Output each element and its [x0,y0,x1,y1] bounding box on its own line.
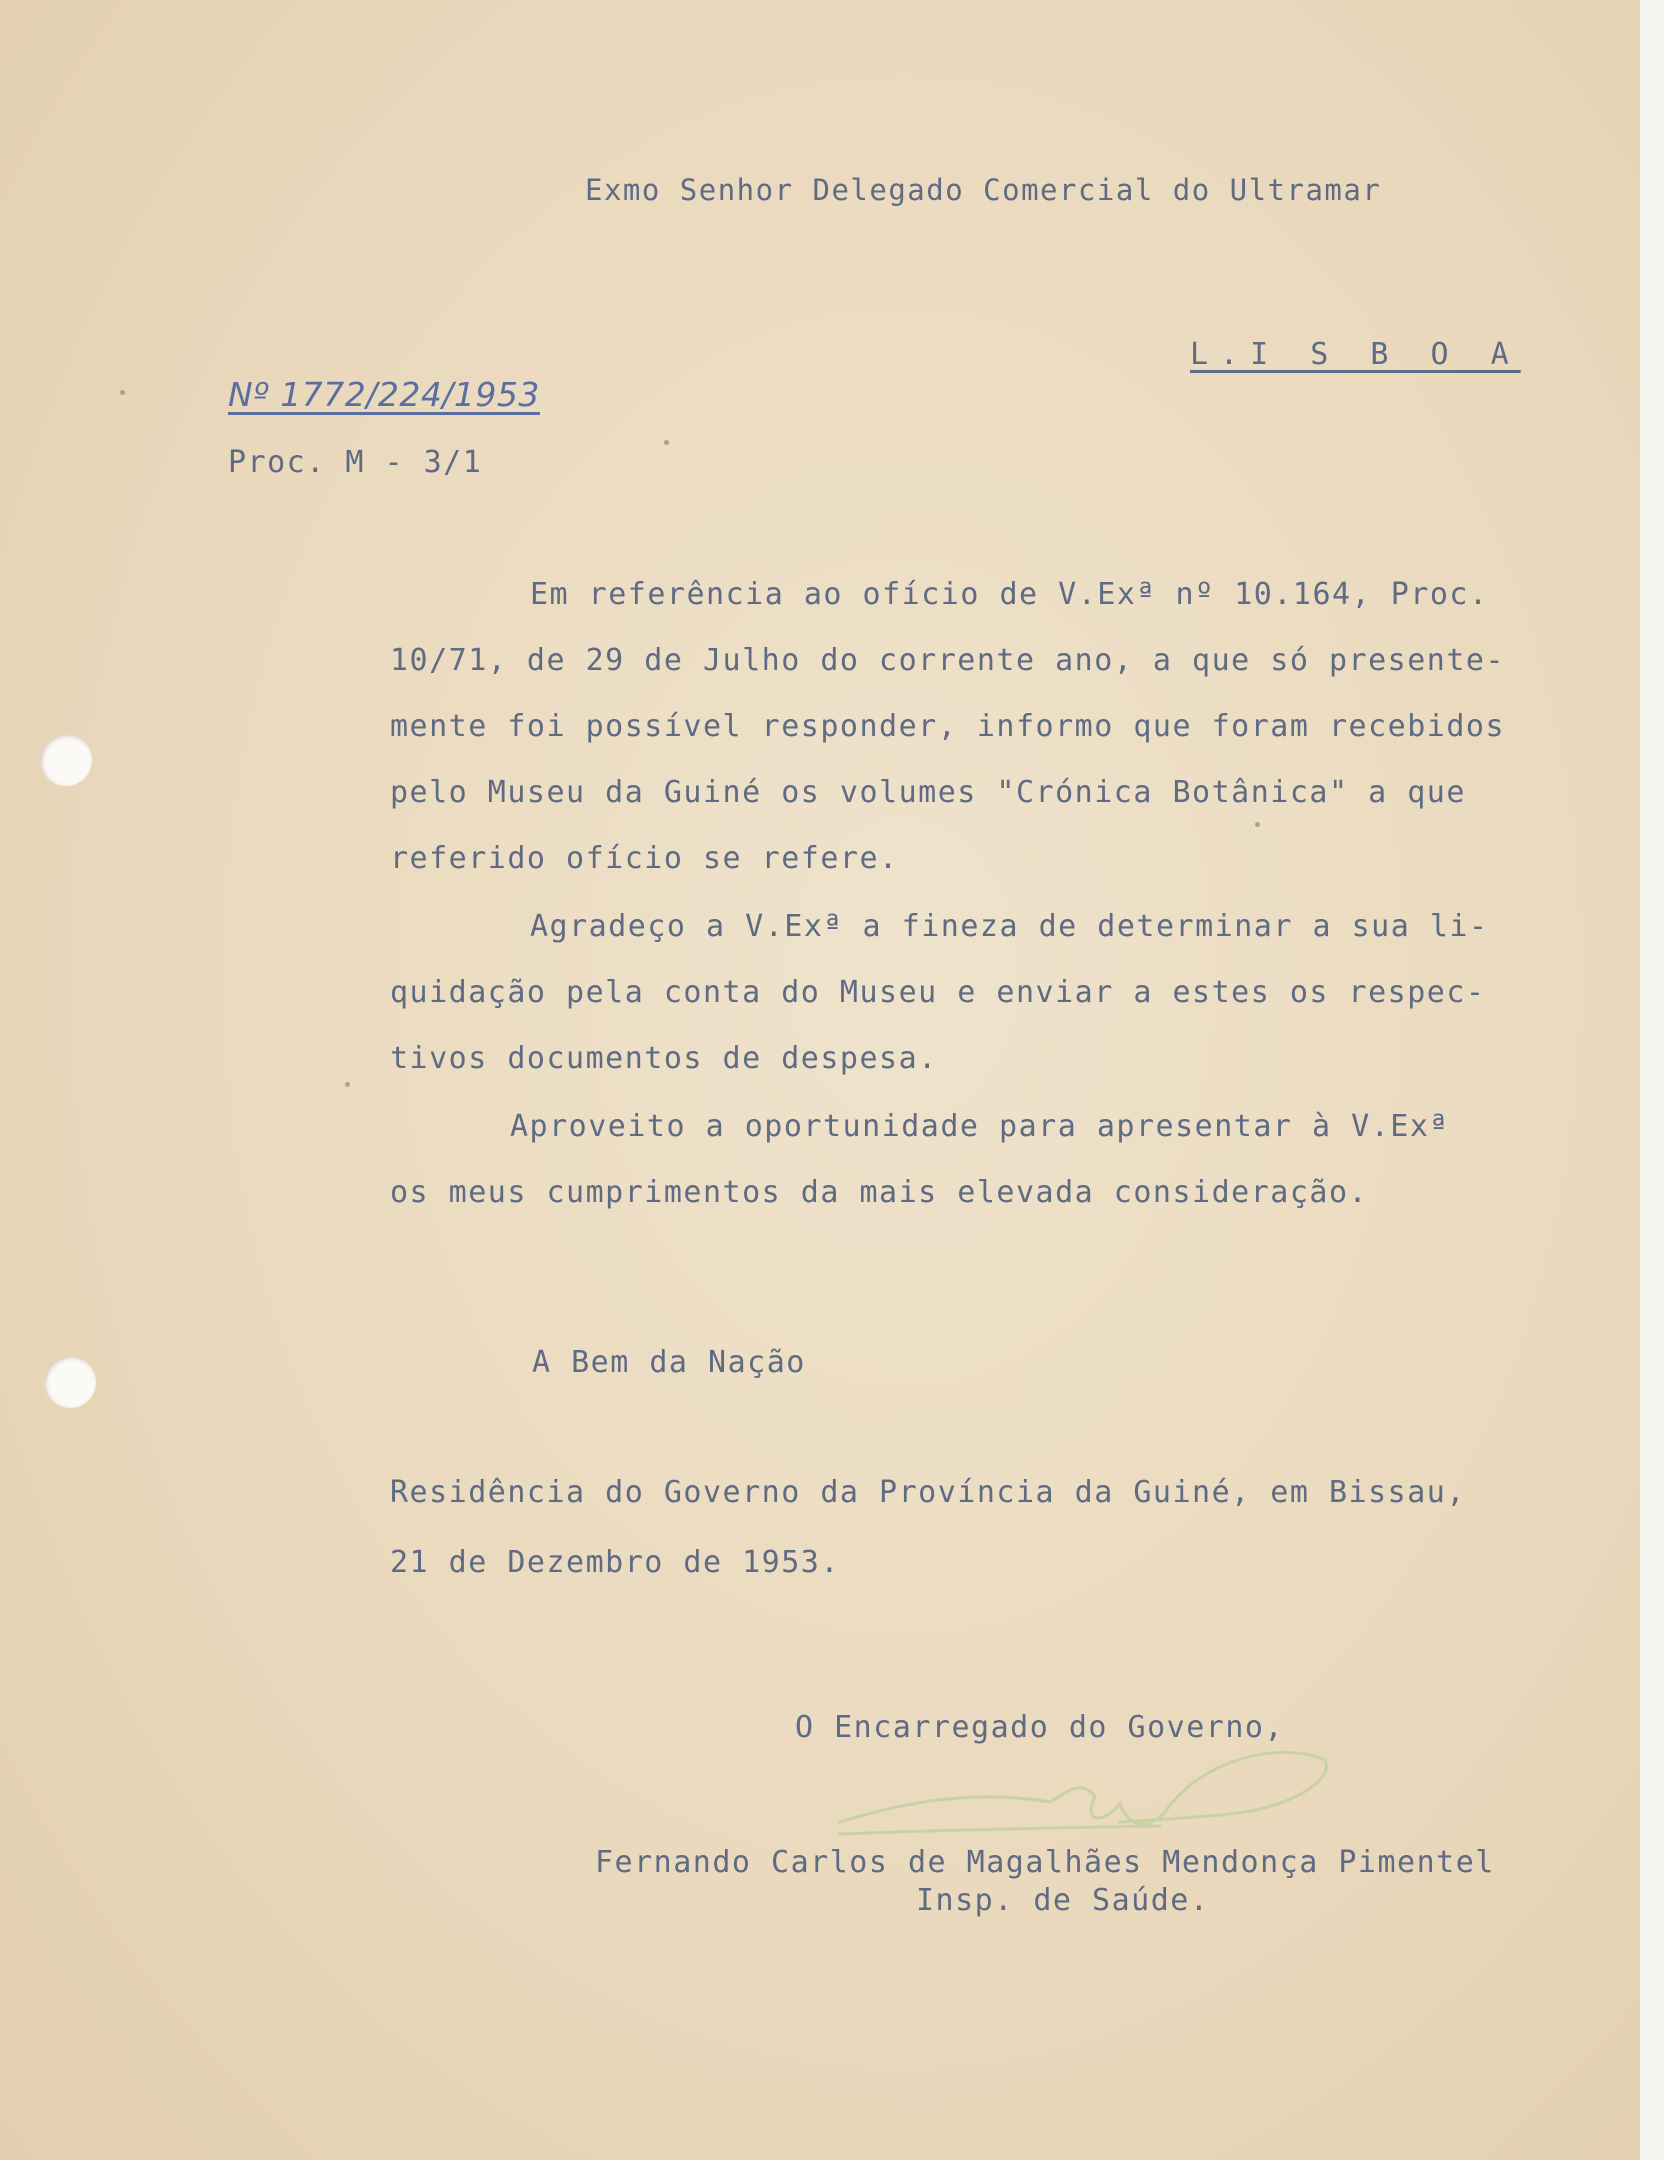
handwritten-signature [820,1730,1340,1860]
body-line: referido ofício se refere. [390,841,899,876]
body-line: 10/71, de 29 de Julho do corrente ano, a que só presente- [390,643,1506,678]
place-date-line: 21 de Dezembro de 1953. [390,1545,840,1580]
paper-speck [345,1082,350,1087]
punch-hole-bottom [44,1356,96,1408]
addressee-line: Exmo Senhor Delegado Comercial do Ultramar [585,173,1382,207]
signatory-name: Fernando Carlos de Magalhães Mendonça Pimentel [595,1845,1495,1880]
place-date-line: Residência do Governo da Província da Guiné, em Bissau, [390,1475,1466,1510]
punch-hole-top [40,734,92,786]
body-line: pelo Museu da Guiné os volumes "Crónica Botânica" a que [390,775,1466,810]
paper-speck [1255,822,1260,827]
paper-speck [120,390,125,395]
scan-background-edge [1640,0,1664,2160]
closing-title: O Encarregado do Governo, [795,1710,1285,1745]
body-line: os meus cumprimentos da mais elevada consideração. [390,1175,1369,1210]
body-line: quidação pela conta do Museu e enviar a estes os respec- [390,975,1486,1010]
paper-speck [664,440,669,445]
signatory-role: Insp. de Saúde. [916,1883,1210,1918]
city-line: L.I S B O A [1190,337,1521,372]
process-number: Proc. M - 3/1 [228,445,483,480]
body-line: tivos documentos de despesa. [390,1041,938,1076]
reference-number: Nº 1772/224/1953 [228,375,540,414]
body-line: Em referência ao ofício de V.Exª nº 10.164, Proc. [530,577,1489,612]
valediction: A Bem da Nação [532,1345,806,1380]
body-line: Aproveito a oportunidade para apresentar à V.Exª [510,1109,1449,1144]
body-line: Agradeço a V.Exª a fineza de determinar a sua li- [530,909,1489,944]
body-line: mente foi possível responder, informo que foram recebidos [390,709,1506,744]
